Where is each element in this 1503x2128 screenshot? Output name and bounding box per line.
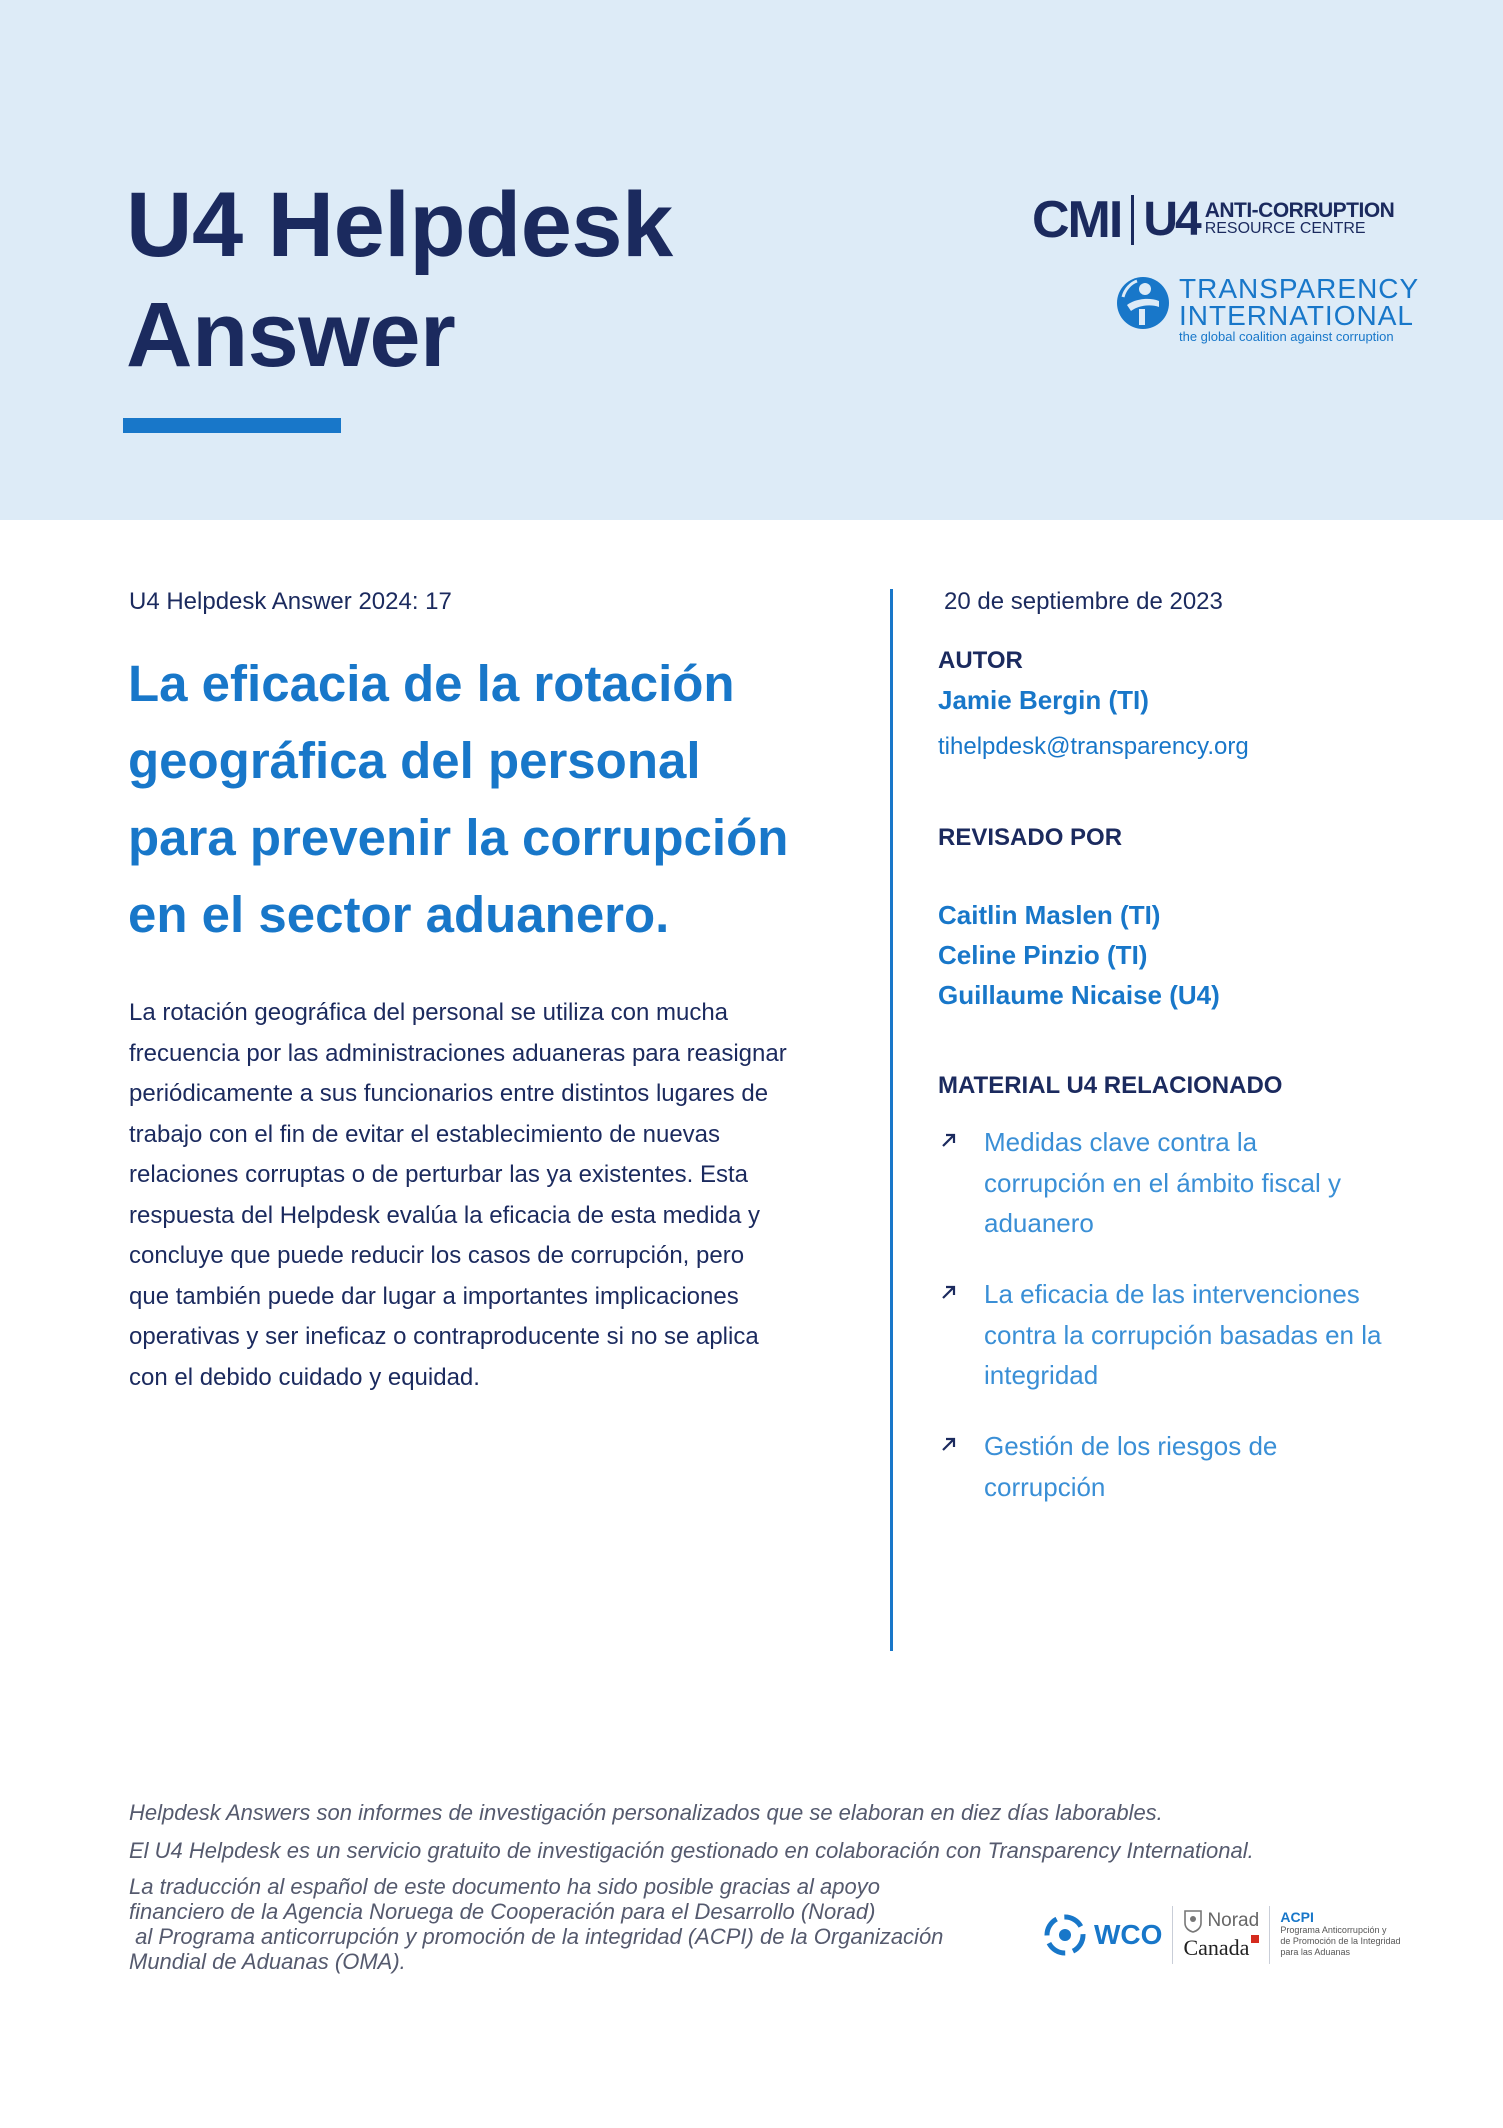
title-line: Answer — [126, 284, 456, 386]
related-link-line: aduanero — [984, 1208, 1094, 1238]
wco-logo-text: WCO — [1094, 1919, 1163, 1950]
cmi-u4-logo — [1032, 192, 1394, 248]
ti-globe-icon — [1115, 275, 1171, 331]
document-title-line: en el sector aduanero. — [128, 886, 670, 943]
canada-flag-icon — [1251, 1935, 1259, 1943]
partner-logos — [1044, 1900, 1400, 1970]
norad-canada-logos — [1183, 1909, 1259, 1961]
external-link-arrow-icon — [940, 1283, 958, 1301]
related-link-line: integridad — [984, 1360, 1099, 1390]
contact-email-link[interactable]: tihelpdesk@transparency.org — [938, 733, 1249, 760]
translation-note — [129, 1874, 943, 1974]
related-link-line: corrupción en el ámbito fiscal y — [984, 1167, 1341, 1198]
footer-note: Helpdesk Answers son informes de investigación personalizados que se elaboran en diez días laborables. — [129, 1800, 1163, 1825]
translation-line: al Programa anticorrupción y promoción de la integridad (ACPI) de la Organización — [129, 1924, 944, 1949]
answer-id: U4 Helpdesk Answer 2024: 17 — [129, 588, 452, 615]
header-band — [0, 0, 1503, 520]
column-divider — [890, 589, 893, 1651]
abstract-line: periódicamente a sus funcionarios entre distintos lugares de — [129, 1080, 769, 1107]
u4-caption-line: RESOURCE CENTRE — [1204, 220, 1366, 237]
publication-date: 20 de septiembre de 2023 — [944, 588, 1223, 615]
canada-logo-text: Canada — [1183, 1935, 1250, 1960]
related-material-label: MATERIAL U4 RELACIONADO — [938, 1072, 1283, 1099]
ti-line: INTERNATIONAL — [1179, 300, 1414, 331]
abstract — [129, 993, 829, 1398]
abstract-line: que también puede dar lugar a importantes implicaciones — [129, 1282, 739, 1310]
abstract-line: frecuencia por las administraciones aduaneras para reasignar — [129, 1039, 787, 1067]
external-link-arrow-icon — [940, 1131, 958, 1149]
title-line: U4 Helpdesk — [126, 174, 673, 276]
translation-line: Mundial de Aduanas (OMA). — [129, 1949, 406, 1974]
related-link-line: La eficacia de las intervenciones — [984, 1279, 1360, 1309]
related-link-line: Medidas clave contra la — [984, 1127, 1258, 1157]
logo-separator — [1269, 1906, 1270, 1964]
footer-note: El U4 Helpdesk es un servicio gratuito de investigación gestionado en colaboración con Transparency International. — [129, 1838, 1254, 1863]
logo-separator — [1131, 195, 1134, 245]
cmi-logo-text: CMI — [1032, 191, 1122, 249]
acpi-logo-title: ACPI — [1280, 1909, 1314, 1925]
author-label: AUTOR — [938, 647, 1023, 674]
abstract-line: concluye que puede reducir los casos de corrupción, pero — [129, 1242, 745, 1269]
norad-logo-text: Norad — [1207, 1910, 1260, 1931]
external-link-arrow-icon — [940, 1435, 958, 1453]
author-name: Jamie Bergin (TI) — [938, 685, 1149, 715]
acpi-logo-subtitle: de Promoción de la Integridad — [1280, 1936, 1401, 1946]
canada-wordmark — [1183, 1935, 1259, 1961]
transparency-international-logo — [1115, 275, 1419, 345]
acpi-logo — [1280, 1909, 1401, 1958]
related-link-text[interactable] — [984, 1122, 1341, 1244]
acpi-logo-subtitle: Programa Anticorrupción y — [1280, 1925, 1387, 1935]
ti-tagline: the global coalition against corruption — [1179, 329, 1394, 344]
norad-logo — [1183, 1909, 1259, 1933]
title-accent-bar — [123, 418, 341, 433]
acpi-logo-subtitle: para las Aduanas — [1280, 1947, 1350, 1957]
page-title — [126, 170, 673, 390]
document-title-line: geográfica del personal — [128, 732, 701, 789]
document-title-line: para prevenir la corrupción — [128, 809, 789, 866]
u4-logo-caption — [1204, 199, 1395, 238]
translation-line: financiero de la Agencia Noruega de Cooperación para el Desarrollo (Norad) — [129, 1899, 876, 1924]
abstract-line: operativas y ser ineficaz o contraproducente si no se aplica — [129, 1323, 759, 1350]
u4-caption-line: ANTI-CORRUPTION — [1204, 199, 1395, 222]
abstract-line: trabajo con el fin de evitar el establecimiento de nuevas — [129, 1120, 721, 1148]
related-link-text[interactable] — [984, 1426, 1277, 1507]
ti-line: TRANSPARENCY — [1179, 273, 1420, 304]
wco-emblem-icon — [1044, 1914, 1086, 1956]
document-title — [128, 645, 828, 953]
abstract-line: con el debido cuidado y equidad. — [129, 1363, 480, 1391]
reviewer-name: Caitlin Maslen (TI) — [938, 900, 1161, 930]
document-title-line: La eficacia de la rotación — [128, 655, 735, 712]
logo-separator — [1172, 1906, 1173, 1964]
related-link-text[interactable] — [984, 1274, 1381, 1396]
ti-logo-text — [1179, 275, 1419, 345]
translation-line: La traducción al español de este documento ha sido posible gracias al apoyo — [129, 1874, 880, 1899]
abstract-line: respuesta del Helpdesk evalúa la eficacia de esta medida y — [129, 1201, 761, 1229]
related-link-line: contra la corrupción basadas en la — [984, 1319, 1382, 1350]
related-link-line: Gestión de los riesgos de — [984, 1431, 1278, 1461]
related-link-line: corrupción — [984, 1471, 1106, 1502]
abstract-line: La rotación geográfica del personal se utiliza con mucha — [129, 999, 729, 1026]
reviewed-by-label: REVISADO POR — [938, 824, 1123, 851]
u4-logo-mark: U4 — [1143, 193, 1199, 246]
reviewer-name: Celine Pinzio (TI) — [938, 940, 1148, 970]
reviewer-name: Guillaume Nicaise (U4) — [938, 980, 1220, 1010]
abstract-line: relaciones corruptas o de perturbar las ya existentes. Esta — [129, 1161, 748, 1188]
norway-crest-icon — [1183, 1909, 1203, 1933]
